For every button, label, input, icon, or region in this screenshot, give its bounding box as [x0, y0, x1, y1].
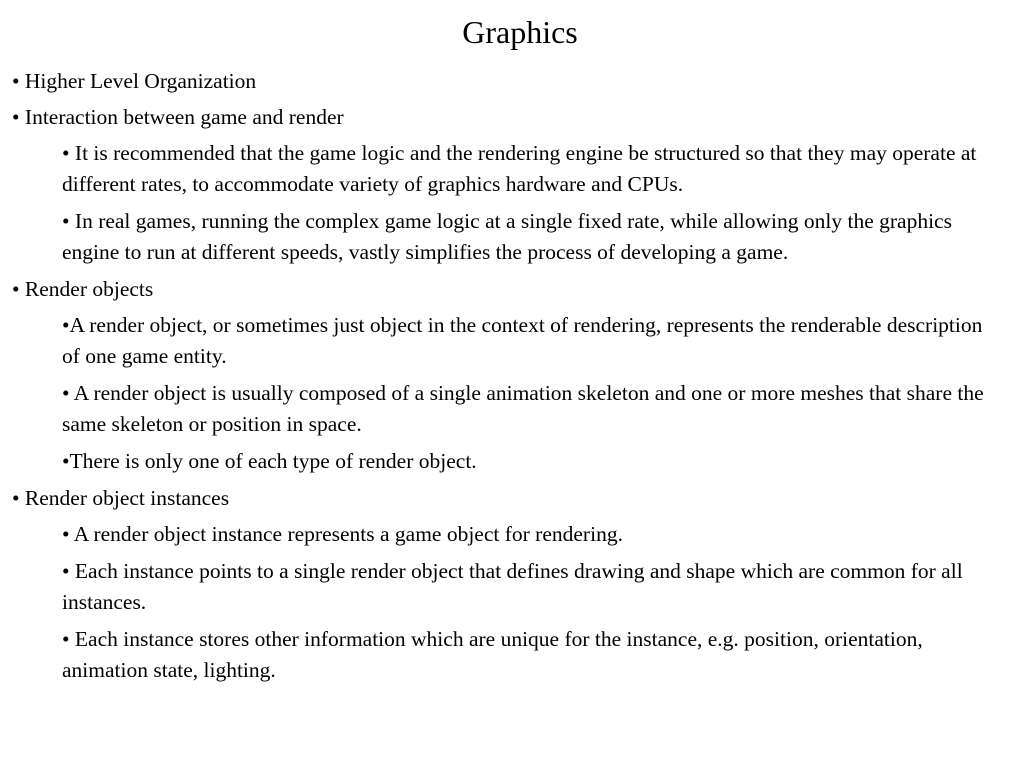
- bullet-text: Render object instances: [24, 486, 230, 510]
- slide-content: [12, 66, 1004, 692]
- bullet-marker: •: [62, 381, 70, 405]
- sub-bullet: [62, 138, 1004, 200]
- bullet-text: Render objects: [24, 277, 154, 301]
- sub-bullet: [62, 378, 1004, 440]
- bullet-higher-level-organization: [12, 66, 1004, 96]
- sub-bullet-text: Each instance points to a single render object that defines drawing and shape which are common for all instances.: [62, 559, 963, 614]
- sub-bullet-text: A render object is usually composed of a single animation skeleton and one or more meshes that share the same skeleton or position in space.: [62, 381, 984, 436]
- bullet-marker: •: [12, 105, 20, 129]
- sub-bullet-text: Each instance stores other information which are unique for the instance, e.g. position, orientation, animation state, lighting.: [62, 627, 923, 682]
- bullet-marker: •: [12, 277, 20, 301]
- sub-bullet-text: It is recommended that the game logic and the rendering engine be structured so that they may operate at different rates, to accommodate variety of graphics hardware and CPUs.: [62, 141, 977, 196]
- bullet-text: Higher Level Organization: [24, 69, 257, 93]
- sub-bullet: [62, 310, 1004, 372]
- bullet-marker: •: [12, 69, 20, 93]
- bullet-marker: •: [62, 313, 70, 337]
- bullet-marker: •: [62, 559, 70, 583]
- bullet-render-objects: [12, 274, 1004, 304]
- sub-bullet: [62, 519, 1004, 550]
- bullet-marker: •: [12, 486, 20, 510]
- sub-bullet-text: A render object, or sometimes just object in the context of rendering, represents the renderable description of one game entity.: [62, 313, 983, 368]
- bullet-marker: •: [62, 627, 70, 651]
- sub-bullet-text: A render object instance represents a game object for rendering.: [73, 522, 623, 546]
- sub-bullet: [62, 446, 1004, 477]
- sub-bullet-text: There is only one of each type of render object.: [69, 449, 477, 473]
- sub-bullet: [62, 206, 1004, 268]
- bullet-marker: •: [62, 141, 70, 165]
- bullet-marker: •: [62, 209, 70, 233]
- slide-title: Graphics: [462, 14, 578, 50]
- bullet-text: Interaction between game and render: [24, 105, 344, 129]
- sub-bullet: [62, 624, 1004, 686]
- bullet-marker: •: [62, 522, 70, 546]
- bullet-interaction-game-render: [12, 102, 1004, 132]
- sub-bullet-text: In real games, running the complex game logic at a single fixed rate, while allowing only the graphics engine to run at different speeds, vastly simplifies the process of developing a game.: [62, 209, 952, 264]
- bullet-render-object-instances: [12, 483, 1004, 513]
- bullet-marker: •: [62, 449, 70, 473]
- sub-bullet: [62, 556, 1004, 618]
